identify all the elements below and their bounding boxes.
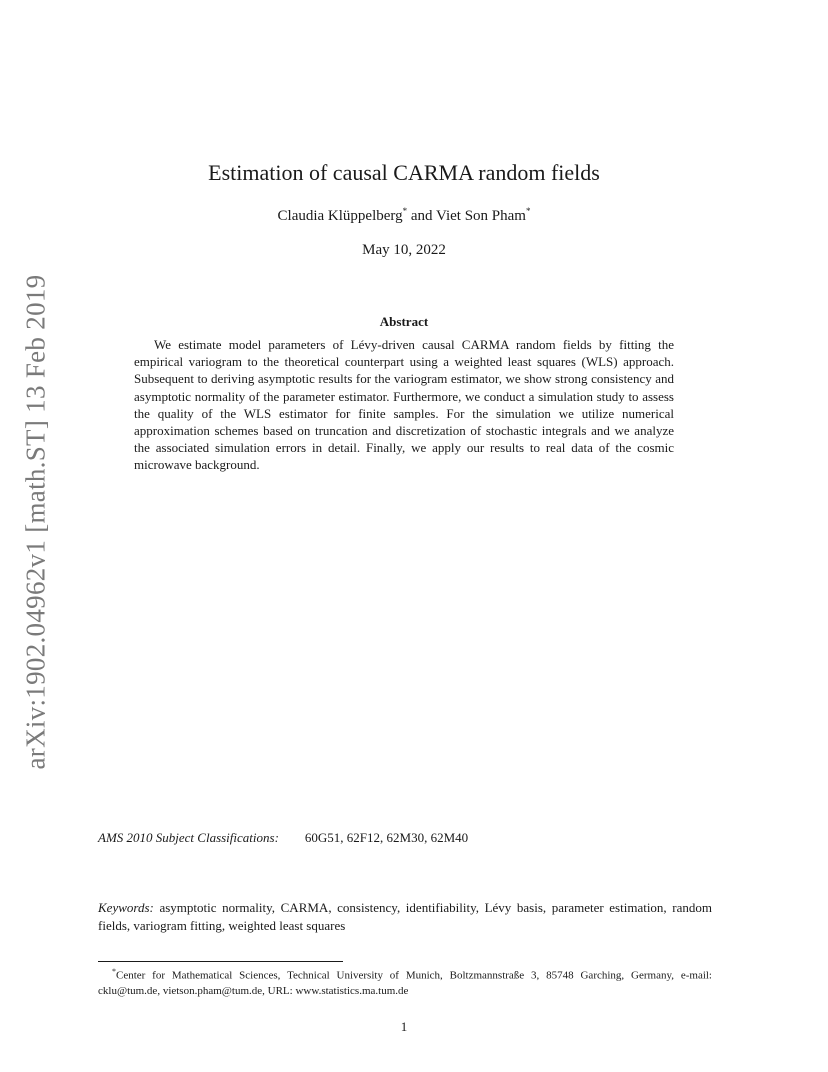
author-line bbox=[0, 206, 808, 225]
author-connector: and bbox=[407, 208, 437, 224]
arxiv-identifier-stamp: arXiv:1902.04962v1 [math.ST] 13 Feb 2019 bbox=[20, 274, 51, 770]
affiliation-footnote bbox=[98, 964, 712, 1000]
author-first-footnote-mark: * bbox=[402, 206, 408, 216]
paper-title: Estimation of causal CARMA random fields bbox=[208, 160, 600, 185]
footnote-mark: * bbox=[112, 967, 116, 976]
keywords-label: Keywords: bbox=[98, 900, 154, 915]
author-second: Viet Son Pham bbox=[436, 208, 526, 224]
ams-codes: 60G51, 62F12, 62M30, 62M40 bbox=[304, 830, 469, 845]
footnote-text: Center for Mathematical Sciences, Technical University of Munich, Boltzmannstraße 3, 85748 Garching, Germany, e-mail: cklu@tum.de, vietson.pham@tum.de, URL: www.statistics.ma.tum.de bbox=[98, 969, 712, 998]
keywords bbox=[98, 899, 712, 935]
author-second-footnote-mark: * bbox=[525, 206, 531, 216]
abstract-heading: Abstract bbox=[379, 314, 429, 329]
ams-label: AMS 2010 Subject Classifications: bbox=[98, 830, 279, 845]
paper-date: May 10, 2022 bbox=[362, 242, 446, 258]
ams-classification bbox=[98, 830, 468, 846]
abstract-body: We estimate model parameters of Lévy-driven causal CARMA random fields by fitting the empirical variogram to the theoretical counterpart using a weighted least squares (WLS) approach. Subsequent to deriving asymptotic results for the variogram estimator, we show strong consistency and asymptotic normality of the parameter estimator. Furthermore, we conduct a simulation study to assess the quality of the WLS estimator for finite samples. For the simulation we utilize numerical approximation schemes based on truncation and discretization of stochastic integrals and we analyze the associated simulation errors in detail. Finally, we apply our results to real data of the cosmic microwave background. bbox=[134, 337, 674, 473]
footnote-rule bbox=[98, 961, 343, 962]
author-first: Claudia Klüppelberg bbox=[277, 208, 403, 224]
keywords-text: asymptotic normality, CARMA, consistency, identifiability, Lévy basis, parameter estimation, random fields, variogram fitting, weighted least squares bbox=[98, 900, 712, 933]
page-number: 1 bbox=[400, 1019, 408, 1034]
